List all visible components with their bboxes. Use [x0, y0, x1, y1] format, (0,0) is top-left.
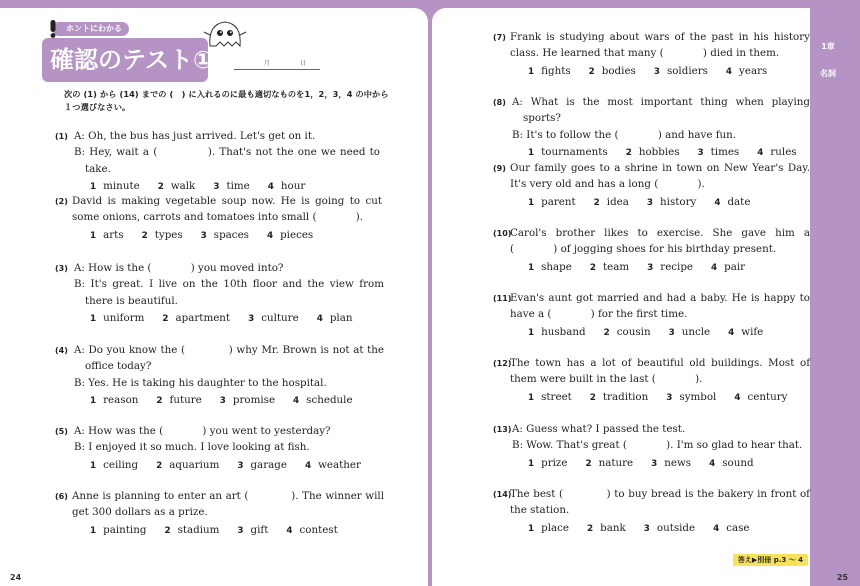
page-number-right: 25	[836, 573, 848, 582]
option-number: 3	[237, 525, 244, 536]
option-number: 1	[90, 395, 97, 406]
question-number: (10)	[493, 229, 512, 238]
question-text: Anne is planning to enter an art ( ). The winner will get 300 dollars as a prize.	[72, 490, 384, 519]
question-item	[493, 290, 810, 341]
option-number: 2	[156, 395, 163, 406]
answer-reference: 答え▶別冊 p.3 〜 4	[733, 554, 808, 566]
option-number: 4	[267, 181, 274, 192]
answer-option[interactable]	[713, 520, 749, 537]
option-number: 2	[157, 181, 164, 192]
option-number: 4	[725, 66, 733, 77]
question-text: A: Oh, the bus has just arrived. Let's get on it.	[74, 130, 316, 142]
question-item	[493, 94, 810, 161]
answer-option[interactable]	[757, 144, 796, 161]
answer-option[interactable]	[698, 144, 740, 161]
question-text: B: Hey, wait a ( ). That's not the one we need to take.	[74, 146, 380, 175]
answer-option[interactable]	[156, 392, 201, 409]
answer-option[interactable]	[734, 389, 787, 406]
month-label: 月	[264, 60, 271, 67]
option-number: 2	[585, 458, 592, 469]
question-item	[55, 260, 384, 327]
question-item	[493, 29, 810, 80]
option-number: 4	[709, 458, 716, 469]
option-number: 1	[528, 147, 535, 158]
answer-options	[510, 194, 810, 211]
answer-option[interactable]	[528, 259, 572, 276]
answer-option[interactable]	[528, 144, 608, 161]
option-number: 2	[625, 147, 632, 158]
option-text: bodies	[601, 64, 636, 77]
option-number: 4	[713, 523, 720, 534]
answer-option[interactable]	[267, 227, 313, 244]
question-item	[493, 421, 810, 472]
option-text: date	[727, 195, 751, 208]
answer-option[interactable]	[590, 389, 648, 406]
question-text: Frank is studying about wars of the past in his history class. He learned that many ( ) died in them.	[510, 31, 810, 60]
answer-options	[510, 144, 810, 161]
page-title: 確認のテスト①	[42, 38, 208, 82]
question-text: Carol's brother likes to exercise. She gave him a ( ) of jogging shoes for his birthday present.	[510, 227, 810, 256]
option-number: 4	[711, 262, 718, 273]
option-number: 1	[90, 181, 97, 192]
answer-option[interactable]	[644, 520, 695, 537]
question-item	[55, 128, 380, 195]
question-item	[493, 486, 810, 537]
answer-option[interactable]	[585, 455, 633, 472]
option-number: 1	[528, 327, 535, 338]
option-text: recipe	[660, 260, 694, 273]
option-number: 3	[646, 197, 654, 208]
option-text: stadium	[177, 523, 220, 536]
option-text: spaces	[213, 228, 249, 241]
answer-options	[510, 63, 810, 80]
option-text: hobbies	[638, 145, 680, 158]
question-number: (4)	[55, 346, 68, 355]
option-number: 1	[90, 313, 97, 324]
option-text: painting	[103, 523, 147, 536]
option-number: 3	[647, 262, 654, 273]
question-text: B: I enjoyed it so much. I love looking at fish.	[74, 441, 310, 454]
option-text: plan	[329, 311, 353, 324]
answer-options	[72, 457, 384, 474]
answer-option[interactable]	[286, 522, 337, 539]
question-item	[55, 488, 384, 539]
option-text: street	[541, 390, 572, 403]
option-number: 1	[528, 262, 535, 273]
question-text: The town has a lot of beautiful old buildings. Most of them were built in the last ( ).	[510, 357, 810, 386]
option-number: 2	[603, 327, 610, 338]
chapter-topic: 名詞	[820, 69, 836, 78]
option-text: bank	[600, 521, 626, 534]
answer-option[interactable]	[666, 389, 716, 406]
option-text: fights	[541, 64, 571, 77]
answer-option[interactable]	[651, 455, 691, 472]
question-text: A: How was the ( ) you went to yesterday?	[74, 425, 331, 437]
answer-option[interactable]	[590, 259, 629, 276]
option-number: 4	[734, 392, 741, 403]
option-text: place	[541, 521, 570, 534]
question-text: B: Yes. He is taking his daughter to the hospital.	[74, 376, 327, 389]
option-number: 2	[156, 460, 163, 471]
chapter-label: 1章	[816, 40, 840, 53]
question-number: (2)	[55, 197, 68, 206]
option-number: 3	[653, 66, 660, 77]
question-text: A: Do you know the ( ) why Mr. Brown is not at the office today?	[74, 344, 384, 373]
option-number: 2	[141, 230, 148, 241]
option-number: 2	[593, 197, 600, 208]
option-number: 3	[668, 327, 675, 338]
option-text: culture	[261, 311, 299, 324]
question-text: B: Wow. That's great ( ). I'm so glad to hear that.	[512, 439, 803, 452]
option-text: types	[154, 228, 183, 241]
answer-option[interactable]	[528, 520, 569, 537]
option-text: soldiers	[666, 64, 708, 77]
option-text: outside	[656, 521, 696, 534]
option-number: 2	[587, 523, 594, 534]
option-text: years	[739, 64, 768, 77]
option-number: 4	[293, 395, 300, 406]
option-number: 4	[316, 313, 323, 324]
option-text: ceiling	[103, 458, 139, 471]
option-number: 1	[528, 523, 535, 534]
option-text: tradition	[602, 390, 649, 403]
answer-option[interactable]	[594, 194, 629, 211]
option-number: 3	[651, 458, 658, 469]
option-text: walk	[170, 179, 196, 192]
question-number: (12)	[493, 359, 512, 368]
answer-option[interactable]	[589, 63, 636, 80]
answer-option[interactable]	[162, 310, 230, 327]
answer-option[interactable]	[587, 520, 626, 537]
answer-option[interactable]	[711, 259, 745, 276]
option-number: 4	[304, 460, 312, 471]
option-text: minute	[103, 179, 140, 192]
question-number: (3)	[55, 264, 68, 273]
answer-options	[72, 310, 384, 327]
answer-option[interactable]	[669, 324, 711, 341]
option-number: 2	[588, 66, 595, 77]
answer-option[interactable]	[528, 455, 567, 472]
question-number: (9)	[493, 164, 506, 173]
banner-chip	[52, 22, 129, 36]
answer-option[interactable]	[317, 310, 353, 327]
option-number: 3	[200, 230, 207, 241]
question-item	[493, 355, 810, 406]
question-text: Evan's aunt got married and had a baby. He is happy to have a ( ) for the first time.	[510, 292, 810, 321]
date-field[interactable]	[234, 58, 320, 70]
answer-option[interactable]	[90, 522, 146, 539]
chapter-tab	[812, 36, 860, 94]
option-number: 4	[757, 147, 764, 158]
answer-option[interactable]	[305, 457, 361, 474]
answer-option[interactable]	[726, 63, 767, 80]
option-text: garage	[250, 458, 287, 471]
question-number: (1)	[55, 132, 68, 141]
option-text: shape	[541, 260, 572, 273]
answer-option[interactable]	[142, 227, 183, 244]
question-number: (13)	[493, 425, 512, 434]
option-text: sound	[722, 456, 754, 469]
option-number: 1	[528, 392, 535, 403]
answer-options	[72, 392, 384, 409]
option-text: news	[664, 456, 692, 469]
answer-option[interactable]	[201, 227, 249, 244]
answer-option[interactable]	[626, 144, 680, 161]
option-number: 3	[697, 147, 704, 158]
answer-options	[510, 389, 810, 406]
answer-options	[72, 522, 384, 539]
question-number: (5)	[55, 427, 68, 436]
option-text: pieces	[280, 228, 314, 241]
question-item	[493, 160, 810, 211]
question-text: Our family goes to a shrine in town on New Year's Day. It's very old and has a long ( ).	[510, 162, 810, 191]
option-number: 1	[90, 460, 97, 471]
option-text: pair	[724, 260, 746, 273]
question-item	[55, 423, 384, 474]
option-text: parent	[541, 195, 576, 208]
answer-option[interactable]	[90, 227, 124, 244]
answer-option[interactable]	[709, 455, 753, 472]
answer-options	[510, 259, 810, 276]
option-text: nature	[598, 456, 634, 469]
option-text: apartment	[175, 311, 231, 324]
option-text: history	[660, 195, 697, 208]
option-number: 4	[286, 525, 293, 536]
option-number: 3	[248, 313, 255, 324]
option-number: 2	[164, 525, 171, 536]
option-number: 1	[528, 197, 535, 208]
option-text: tournaments	[541, 145, 608, 158]
day-label: 日	[300, 60, 307, 67]
option-text: uncle	[681, 325, 711, 338]
question-item	[55, 193, 382, 244]
option-number: 2	[589, 392, 596, 403]
option-text: husband	[541, 325, 586, 338]
answer-option[interactable]	[647, 259, 693, 276]
option-number: 3	[237, 460, 244, 471]
question-text: David is making vegetable soup now. He is going to cut some onions, carrots and tomatoes into small ( ).	[72, 195, 382, 224]
question-text: A: How is the ( ) you moved into?	[74, 262, 284, 274]
option-text: team	[603, 260, 630, 273]
option-number: 1	[90, 230, 97, 241]
answer-options	[510, 520, 810, 537]
answer-options	[72, 227, 382, 244]
option-number: 1	[90, 525, 97, 536]
option-text: arts	[103, 228, 124, 241]
answer-option[interactable]	[654, 63, 708, 80]
answer-option[interactable]	[237, 457, 287, 474]
option-number: 1	[528, 66, 535, 77]
answer-option[interactable]	[604, 324, 651, 341]
option-number: 3	[643, 523, 650, 534]
exclamation-icon	[48, 20, 58, 38]
question-item	[55, 342, 384, 409]
question-number: (11)	[493, 294, 512, 303]
option-number: 1	[528, 458, 535, 469]
option-number: 2	[162, 313, 169, 324]
option-text: aquarium	[169, 458, 220, 471]
instructions: 次の (1) から (14) までの ( ) に入れるのに最も適切なものを1，2，3，4 の中から１つ選びなさい。	[64, 89, 389, 112]
question-item	[493, 225, 810, 276]
option-number: 4	[266, 230, 274, 241]
question-text: B: It's to follow the ( ) and have fun.	[512, 128, 737, 141]
banner-chip-text: ホントにわかる	[66, 24, 122, 33]
question-text: The best ( ) to buy bread is the bakery in front of the station.	[510, 488, 810, 517]
answer-options	[510, 455, 810, 472]
option-text: promise	[232, 393, 276, 406]
answer-option[interactable]	[647, 194, 696, 211]
option-text: reason	[103, 393, 139, 406]
answer-option[interactable]	[90, 392, 138, 409]
option-number: 2	[589, 262, 596, 273]
answer-options	[510, 324, 810, 341]
answer-option[interactable]	[528, 324, 586, 341]
option-text: wife	[741, 325, 764, 338]
question-text: B: It's great. I live on the 10th floor and the view from there is beautiful.	[74, 278, 384, 307]
question-number: (8)	[493, 98, 506, 107]
option-text: case	[726, 521, 750, 534]
question-number: (6)	[55, 492, 68, 501]
option-text: future	[169, 393, 202, 406]
answer-option[interactable]	[248, 310, 299, 327]
option-text: hour	[280, 179, 306, 192]
option-text: symbol	[679, 390, 717, 403]
answer-option[interactable]	[164, 522, 219, 539]
question-number: (7)	[493, 33, 506, 42]
option-number: 3	[666, 392, 673, 403]
option-text: weather	[318, 458, 361, 471]
answer-option[interactable]	[714, 194, 750, 211]
option-number: 3	[213, 181, 220, 192]
option-text: uniform	[103, 311, 145, 324]
option-text: idea	[606, 195, 629, 208]
option-text: century	[747, 390, 788, 403]
option-number: 3	[219, 395, 226, 406]
option-text: prize	[541, 456, 568, 469]
option-text: time	[226, 179, 250, 192]
answer-option[interactable]	[528, 389, 572, 406]
test-banner	[42, 12, 212, 78]
page-number-left: 24	[10, 573, 22, 582]
answer-option[interactable]	[90, 457, 138, 474]
option-number: 4	[728, 327, 735, 338]
answer-option[interactable]	[220, 392, 275, 409]
option-text: gift	[250, 523, 269, 536]
answer-option[interactable]	[90, 310, 144, 327]
question-text: A: Guess what? I passed the test.	[512, 423, 686, 435]
answer-option[interactable]	[237, 522, 268, 539]
answer-option[interactable]	[528, 63, 571, 80]
ghost-mascot-icon	[202, 18, 248, 48]
answer-option[interactable]	[156, 457, 219, 474]
option-text: schedule	[306, 393, 353, 406]
answer-option[interactable]	[528, 194, 576, 211]
option-text: times	[710, 145, 740, 158]
question-number: (14)	[493, 490, 512, 499]
answer-option[interactable]	[293, 392, 353, 409]
option-number: 4	[714, 197, 721, 208]
option-text: contest	[299, 523, 338, 536]
option-text: rules	[770, 145, 797, 158]
option-text: cousin	[616, 325, 651, 338]
answer-option[interactable]	[728, 324, 763, 341]
question-text: A: What is the most important thing when playing sports?	[512, 96, 810, 125]
